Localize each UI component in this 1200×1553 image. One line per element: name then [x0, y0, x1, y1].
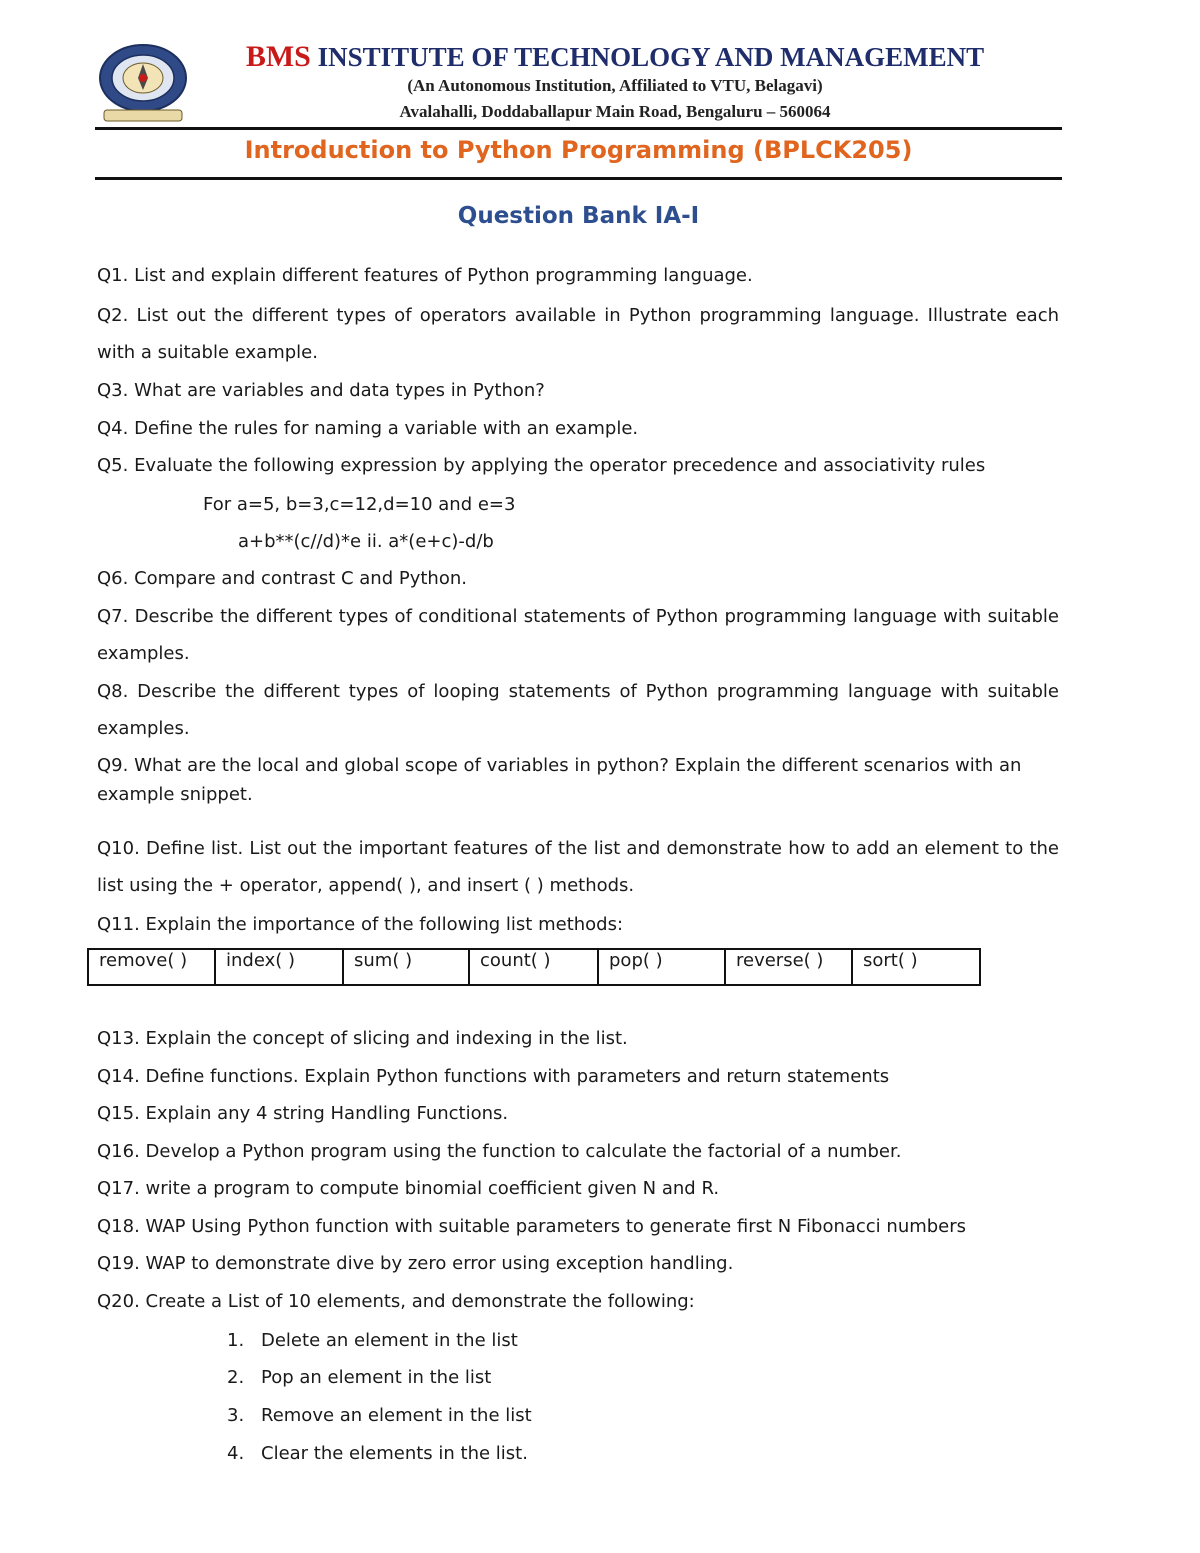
- list-item: [227, 1330, 518, 1351]
- question-1: Q1. List and explain different features of Python programming language.: [97, 265, 753, 286]
- list-methods-table: [87, 948, 981, 986]
- list-item-number: 2.: [227, 1367, 245, 1388]
- question-13: Q13. Explain the concept of slicing and indexing in the list.: [97, 1028, 628, 1049]
- list-item: [227, 1367, 491, 1388]
- header-rule-top: [95, 127, 1062, 130]
- question-5: Q5. Evaluate the following expression by applying the operator precedence and associativity rules: [97, 455, 986, 476]
- list-item-text: Delete an element in the list: [261, 1330, 518, 1351]
- list-methods-row: [88, 949, 980, 985]
- question-3: Q3. What are variables and data types in Python?: [97, 380, 545, 401]
- question-2: Q2. List out the different types of operators available in Python programming language. Illustrate each with a suitable example.: [97, 305, 1059, 363]
- question-8: Q8. Describe the different types of looping statements of Python programming language with suitable examples.: [97, 681, 1059, 739]
- table-cell: remove( ): [88, 949, 215, 985]
- question-14: Q14. Define functions. Explain Python functions with parameters and return statements: [97, 1066, 890, 1087]
- table-cell: index( ): [215, 949, 343, 985]
- question-16: Q16. Develop a Python program using the function to calculate the factorial of a number.: [97, 1141, 902, 1162]
- list-item-number: 4.: [227, 1443, 245, 1464]
- question-15: Q15. Explain any 4 string Handling Functions.: [97, 1103, 509, 1124]
- table-cell: sort( ): [852, 949, 980, 985]
- course-title: Introduction to Python Programming (BPLCK205): [244, 136, 913, 164]
- question-4: Q4. Define the rules for naming a variable with an example.: [97, 418, 639, 439]
- question-18: Q18. WAP Using Python function with suitable parameters to generate first N Fibonacci numbers: [97, 1216, 967, 1237]
- table-cell: pop( ): [598, 949, 725, 985]
- question-7: Q7. Describe the different types of conditional statements of Python programming language with suitable examples.: [97, 606, 1059, 664]
- list-item-text: Pop an element in the list: [261, 1367, 492, 1388]
- institute-subtitle: (An Autonomous Institution, Affiliated to VTU, Belagavi): [407, 76, 823, 95]
- question-9: Q9. What are the local and global scope of variables in python? Explain the different scenarios with an example snippet.: [97, 755, 1022, 805]
- institute-seal-icon: [96, 42, 190, 124]
- list-item-text: Clear the elements in the list.: [261, 1443, 528, 1464]
- question-19: Q19. WAP to demonstrate dive by zero error using exception handling.: [97, 1253, 734, 1274]
- table-cell: reverse( ): [725, 949, 852, 985]
- list-item-text: Remove an element in the list: [261, 1405, 532, 1426]
- question-17: Q17. write a program to compute binomial coefficient given N and R.: [97, 1178, 720, 1199]
- list-item: [227, 1405, 532, 1426]
- list-item-number: 1.: [227, 1330, 245, 1351]
- institute-address: Avalahalli, Doddaballapur Main Road, Bengaluru – 560064: [399, 102, 831, 121]
- table-cell: sum( ): [343, 949, 469, 985]
- question-5-expression: a+b**(c//d)*e ii. a*(e+c)-d/b: [238, 531, 494, 552]
- institute-name: [200, 40, 1030, 74]
- question-5-values: For a=5, b=3,c=12,d=10 and e=3: [203, 494, 516, 515]
- header-rule-bottom: [95, 177, 1062, 180]
- question-11: Q11. Explain the importance of the following list methods:: [97, 914, 624, 935]
- question-20: Q20. Create a List of 10 elements, and demonstrate the following:: [97, 1291, 695, 1312]
- question-6: Q6. Compare and contrast C and Python.: [97, 568, 467, 589]
- section-title: Question Bank IA-I: [457, 203, 700, 229]
- question-10: Q10. Define list. List out the important features of the list and demonstrate how to add an element to the list using the + operator, append( ), and insert ( ) methods.: [97, 838, 1059, 896]
- table-cell: count( ): [469, 949, 598, 985]
- institute-acronym: BMS: [245, 40, 311, 73]
- list-item: [227, 1443, 528, 1464]
- list-item-number: 3.: [227, 1405, 245, 1426]
- institute-name-rest: INSTITUTE OF TECHNOLOGY AND MANAGEMENT: [310, 42, 985, 72]
